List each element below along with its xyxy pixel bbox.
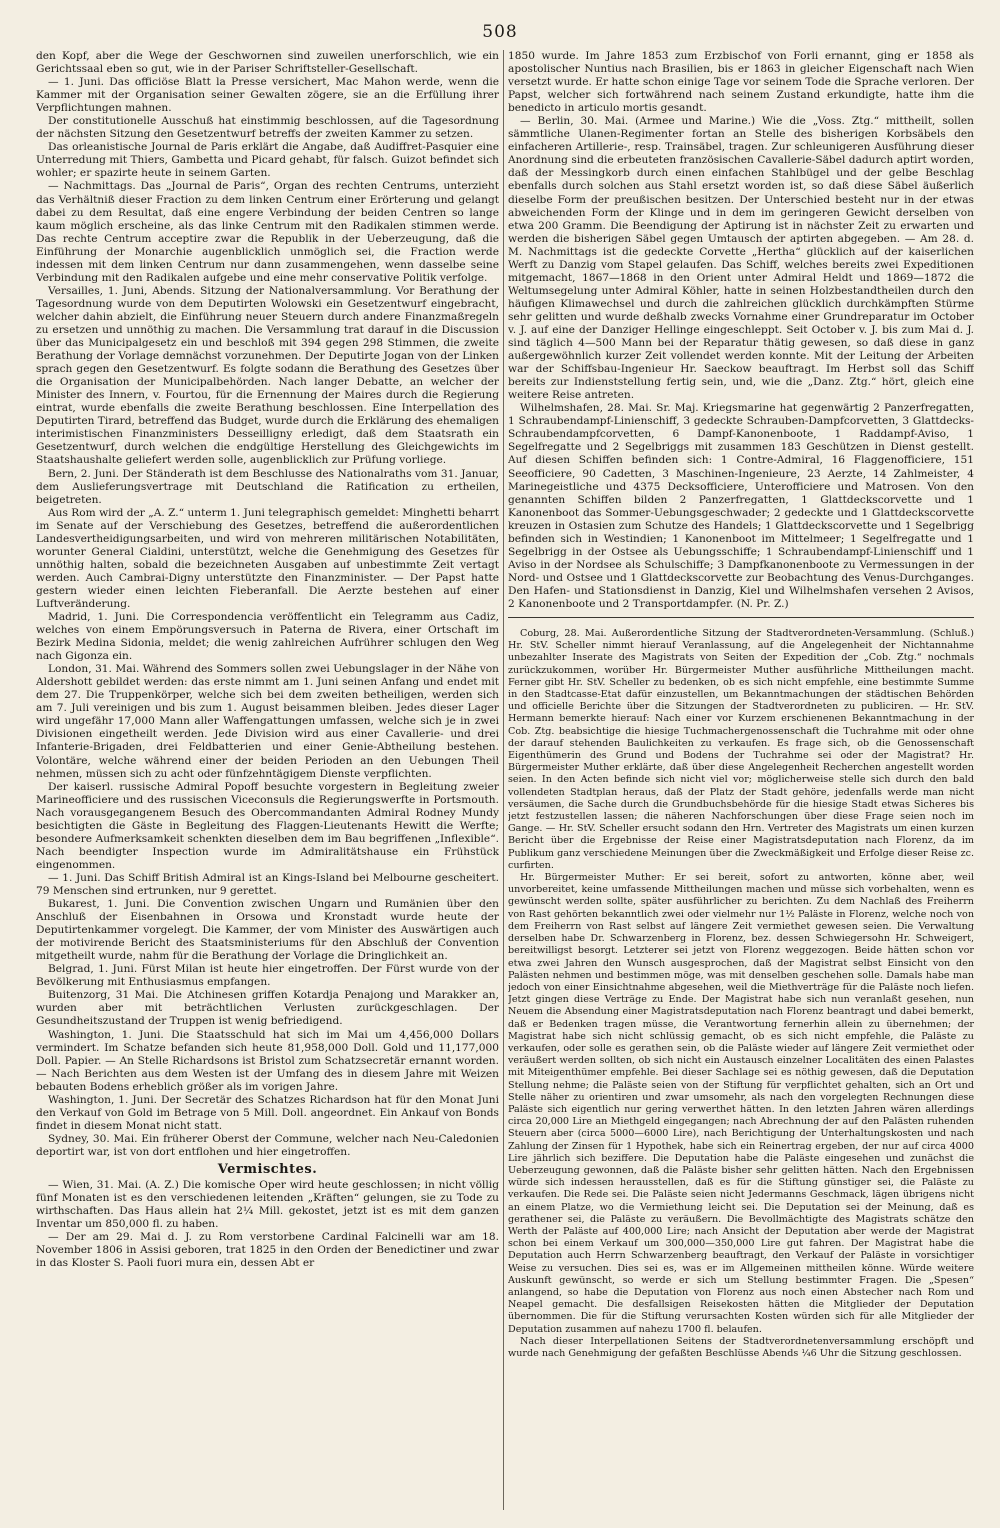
article-paragraph: Washington, 1. Juni. Die Staatsschuld hat sich im Mai um 4,456,000 Dollars vermindert. Im Schatze befanden sich heute 81,958,000 Doll. Gold und 11,177,000 Doll. Papier. — An Stelle Richardsons ist Bristol zum Schatzsecretär ernannt worden. — Nach Berichten aus dem Westen ist der Umfang des in diesem Jahre mit Weizen bebauten Bodens erheblich größer als im vorigen Jahre. bbox=[36, 1028, 499, 1093]
section-heading: Vermischtes. bbox=[217, 1161, 318, 1177]
article-paragraph: Das orleanistische Journal de Paris erklärt die Angabe, daß Audiffret-Pasquier eine Unterredung mit Thiers, Gambetta und Picard gehabt, für falsch. Guizot befindet sich wohler; er spazirte heute in seinem Garten. bbox=[36, 141, 499, 180]
left-column bbox=[36, 50, 499, 1510]
page-number: 508 bbox=[482, 22, 518, 42]
article-paragraph: — Der am 29. Mai d. J. zu Rom verstorbene Cardinal Falcinelli war am 18. November 1806 in Assisi geboren, trat 1825 in den Orden der Benedictiner und zwar in das Kloster S. Paoli fuori mura ein, dessen Abt er bbox=[36, 1231, 499, 1270]
article-paragraph: Der constitutionelle Ausschuß hat einstimmig beschlossen, auf die Tagesordnung der nächsten Sitzung den Gesetzentwurf betreffs der zweiten Kammer zu setzen. bbox=[36, 115, 499, 141]
article-paragraph: Washington, 1. Juni. Der Secretär des Schatzes Richardson hat für den Monat Juni den Verkauf von Gold im Betrage von 5 Mill. Doll. angeordnet. Ein Ankauf von Bonds findet in diesem Monat nicht statt. bbox=[36, 1093, 499, 1132]
article-paragraph: — Nachmittags. Das „Journal de Paris“, Organ des rechten Centrums, unterzieht das Verhältniß dieser Fraction zu dem linken Centrum einer Erörterung und gelangt dabei zu dem Resultat, daß eine engere Verbindung der beiden Centren so lange kaum möglich erscheine, als das linke Centrum mit den Radikalen stimmen werde. Das rechte Centrum acceptire zwar die Republik in der Ueberzeugung, daß die Einführung der Monarchie augenblicklich unmöglich sei, die Fraction werde indessen mit dem linken Centrum nur dann zusammengehen, wenn dasselbe seine Verbindung mit den Radikalen aufgebe und eine mehr conservative Politik verfolge. bbox=[36, 180, 499, 284]
article-paragraph: — Berlin, 30. Mai. (Armee und Marine.) Wie die „Voss. Ztg.“ mittheilt, sollen sämmtliche Ulanen-Regimenter fortan an Stelle des bisherigen Korbsäbels den einfacheren Artillerie-, resp. Trainsäbel, tragen. Zur schleunigeren Ausführung dieser Anordnung sind die erbeuteten französischen Cavallerie-Säbel dadurch aptirt worden, daß der Messingkorb durch einen einfachen Stahlbügel und der gelbe Beschlag ebenfalls durch solchen aus Stahl ersetzt worden ist, so daß diese Säbel äußerlich dieselbe Form der preußischen besitzen. Der Unterschied besteht nur in der etwas abweichenden Form der Klinge und in dem im geringeren Gewicht derselben von etwa 200 Gramm. Die Beendigung der Aptirung ist in nächster Zeit zu erwarten und werden die bisherigen Säbel gegen Umtausch der aptirten abgegeben. — Am 28. d. M. Nachmittags ist die gedeckte Corvette „Hertha“ glücklich auf der kaiserlichen Werft zu Danzig vom Stapel gelaufen. Das Schiff, welches bereits zwei Expeditionen mitgemacht, 1867—1868 in den Orient unter Admiral Heldt und 1869—1872 die Weltumsegelung unter Admiral Köhler, hatte in seinen Holzbestandtheilen durch den häufigen Klimawechsel und durch die zahlreichen glücklich durchkämpften Stürme sehr gelitten und wurde deßhalb zwecks Vornahme einer Grundreparatur im October v. J. auf eine der Danziger Hellinge eingeschleppt. Seit October v. J. bis zum Mai d. J. sind täglich 4—500 Mann bei der Reparatur thätig gewesen, so daß diese in ganz außergewöhnlich kurzer Zeit vollendet werden konnte. Mit der Leitung der Arbeiten war der Schiffsbau-Ingenieur Hr. Saeckow beauftragt. Im Herbst soll das Schiff bereits zur Indienststellung fertig sein, und, wie die „Danz. Ztg.“ hört, gleich eine weitere Reise antreten. bbox=[508, 115, 974, 402]
article-paragraph: — Wien, 31. Mai. (A. Z.) Die komische Oper wird heute geschlossen; in nicht völlig fünf Monaten ist es den verschiedenen leitenden „Kräften“ gelungen, sie zu Tode zu wirthschaften. Das Haus allein hat 2¼ Mill. gekostet, jetzt ist es mit dem ganzen Inventar um 850,000 fl. zu haben. bbox=[36, 1179, 499, 1231]
article-paragraph: 1850 wurde. Im Jahre 1853 zum Erzbischof von Forli ernannt, ging er 1858 als apostolischer Nuntius nach Brasilien, bis er 1863 in gleicher Eigenschaft nach Wien versetzt wurde. Er hatte schon einige Tage vor seinem Tode die Sprache verloren. Der Papst, welcher sich fortwährend nach seinem Zustand erkundigte, hatte ihm die benedicto in articulo mortis gesandt. bbox=[508, 50, 974, 115]
article-paragraph: Hr. Bürgermeister Muther: Er sei bereit, sofort zu antworten, könne aber, weil unvorbereitet, keine umfassende Mittheilungen machen und müsse sich vorbehalten, wenn es gewünscht werden sollte, später ausführlicher zu berichten. Zu dem Nachlaß des Freiherrn von Rast gehörten bekanntlich zwei oder vielmehr nur 1½ Paläste in Florenz, welche noch von dem Freiherrn von Rast selbst auf längere Zeit vermiethet gewesen seien. Die Verwaltung derselben habe Dr. Schwarzenberg in Florenz, bez. dessen Schwiegersohn Hr. Schweigert, bereitwilligst besorgt. Letzterer sei jetzt von Florenz weggezogen. Beide hätten schon vor etwa zwei Jahren den Wunsch ausgesprochen, daß der Magistrat selbst Einsicht von den Palästen nehmen und bestimmen möge, was mit denselben geschehen solle. Damals habe man jedoch von einer Einsichtnahme abgesehen, weil die Miethverträge für die Paläste noch liefen. Jetzt gingen diese Verträge zu Ende. Der Magistrat habe sich nun veranlaßt gesehen, nun Neuem die Absendung einer Magistratsdeputation nach Florenz beantragt und dabei bemerkt, daß er Bedenken tragen müsse, die Verantwortung fernerhin allein zu übernehmen; der Magistrat habe sich nicht schlüssig gemacht, ob es sich nicht empfehle, die Paläste zu verkaufen, oder solle es gerathen sein, ob die Paläste wieder auf längere Zeit vermiethet oder veräußert werden sollten, ob sich nicht ein Austausch einzelner Localitäten des einen Palastes mit Miteigenthümer empfehle. Bei dieser Sachlage sei es nöthig gewesen, daß die Deputation Stellung nehme; die Paläste seien von der Stiftung für verpflichtet gehalten, sich an Ort und Stelle näher zu orientiren und zwar umsomehr, als nach den vorgelegten Rechnungen diese Paläste sich eigentlich nur gering verwerthet hätten. In den letzten Jahren wären allerdings circa 20,000 Lire an Miethgeld eingegangen; nach Abrechnung der auf den Palästen ruhenden Steuern aber (circa 5000—6000 Lire), nach Berichtigung der Unterhaltungskosten und nach Zahlung der Zinsen für 1 Hypothek, habe sich ein Reinertrag ergeben, der nur auf circa 4000 Lire jährlich sich beziffere. Die Deputation habe die Paläste eingesehen und zunächst die Ueberzeugung gewonnen, daß die Paläste bisher sehr gelitten hätten. Nach den Ergebnissen würde sich indessen herausstellen, daß es für die Stiftung günstiger sei, die Paläste zu verkaufen. Die Rede sei. Die Paläste seien nicht Jedermanns Geschmack, lägen übrigens nicht an einem Platze, wo die Vermiethung leicht sei. Die Deputation sei der Meinung, daß es gerathener sei, die Paläste zu veräußern. Die Bevollmächtigte des Magistrats schätze den Werth der Paläste auf 400,000 Lire; nach Ansicht der Deputation aber werde der Magistrat schon bei einem Verkauf um 300,000—350,000 Lire gut fahren. Der Magistrat habe die Deputation auch Herrn Schwarzenberg beauftragt, den Verkauf der Paläste in vorsichtiger Weise zu versuchen. Dies sei es, was er im Allgemeinen mittheilen könne. Würde weitere Auskunft gewünscht, so werde er sich um Stellung bestimmter Fragen. Die „Spesen“ anlangend, so habe die Deputation von Florenz aus noch einen Abstecher nach Rom und Neapel gemacht. Die desfallsigen Reisekosten hätten die Mitglieder der Deputation übernommen. Die für die Stiftung verursachten Kosten würden sich für alle Mitglieder der Deputation zusammen auf nahezu 1700 fl. belaufen. bbox=[508, 872, 974, 1335]
coburg-report bbox=[508, 628, 974, 1360]
right-column bbox=[508, 50, 974, 1510]
article-paragraph: Nach dieser Interpellationen Seitens der Stadtverordnetenversammlung erschöpft und wurde nach Genehmigung der gefaßten Beschlüsse Abends ¼6 Uhr die Sitzung geschlossen. bbox=[508, 1335, 974, 1359]
article-paragraph: Der kaiserl. russische Admiral Popoff besuchte vorgestern in Begleitung zweier Marineofficiere und des russischen Viceconsuls die Regierungswerfte in Portsmouth. Nach vorausgegangenem Besuch des Obercommandanten Admiral Rodney Mundy besichtigten die Gäste in Begleitung des Flaggen-Lieutenants Hewitt die Werfte; besondere Aufmerksamkeit schenkten dieselben dem im Bau begriffenen „Inflexible“. Nach beendigter Inspection wurde im Admiralitätshause ein Frühstück eingenommen. bbox=[36, 780, 499, 871]
article-paragraph: Madrid, 1. Juni. Die Correspondencia veröffentlicht ein Telegramm aus Cadiz, welches von einem Empörungsversuch in Paterna de Rivera, einer Ortschaft im Bezirk Medina Sidonia, meldet; die wenig zahlreichen Aufrührer schlugen den Weg nach Gigonza ein. bbox=[36, 611, 499, 663]
column-divider bbox=[503, 50, 504, 1510]
article-paragraph: Bern, 2. Juni. Der Ständerath ist dem Beschlusse des Nationalraths vom 31. Januar, dem Auslieferungsvertrage mit Deutschland die Ratification zu ertheilen, beigetreten. bbox=[36, 467, 499, 506]
article-paragraph: — 1. Juni. Das Schiff British Admiral ist an Kings-Island bei Melbourne gescheitert. 79 Menschen sind ertrunken, nur 9 gerettet. bbox=[36, 871, 499, 897]
section-rule bbox=[508, 617, 974, 618]
article-paragraph: London, 31. Mai. Während des Sommers sollen zwei Uebungslager in der Nähe von Aldershott gebildet werden: das erste nimmt am 1. Juni seinen Anfang und endet mit dem 27. Die Truppenkörper, welche sich bei dem zweiten betheiligen, werden sich am 7. Juli vereinigen und bis zum 1. August beisammen bleiben. Jedes dieser Lager wird ungefähr 17,000 Mann aller Waffengattungen umfassen, welche sich je in zwei Divisionen eingetheilt werden. Jede Division wird aus einer Cavallerie- und drei Infanterie-Brigaden, drei Feldbatterien und einer Genie-Abtheilung bestehen. Volontäre, welche während einer der beiden Perioden an den Uebungen Theil nehmen, müssen sich zu acht oder fünfzehntägigem Dienste verpflichten. bbox=[36, 663, 499, 780]
article-paragraph: Sydney, 30. Mai. Ein früherer Oberst der Commune, welcher nach Neu-Caledonien deportirt war, ist von dort entflohen und hier eingetroffen. bbox=[36, 1132, 499, 1158]
article-paragraph: Buitenzorg, 31 Mai. Die Atchinesen griffen Kotardja Penajong und Marakker an, wurden aber mit beträchtlichen Verlusten zurückgeschlagen. Der Gesundheitszustand der Truppen ist wenig befriedigend. bbox=[36, 989, 499, 1028]
article-paragraph: Belgrad, 1. Juni. Fürst Milan ist heute hier eingetroffen. Der Fürst wurde von der Bevölkerung mit Enthusiasmus empfangen. bbox=[36, 963, 499, 989]
article-paragraph: — 1. Juni. Das officiöse Blatt la Presse versichert, Mac Mahon werde, wenn die Kammer mit der Organisation seiner Gewalten zögere, sie an die Erfüllung ihrer Verpflichtungen mahnen. bbox=[36, 76, 499, 115]
article-paragraph: Wilhelmshafen, 28. Mai. Sr. Maj. Kriegsmarine hat gegenwärtig 2 Panzerfregatten, 1 Schraubendampf-Linienschiff, 3 gedeckte Schrauben-Dampfcorvetten, 3 Glattdecks-Schraubendampfcorvetten, 6 Dampf-Kanonenboote, 1 Raddampf-Aviso, 1 Segelfregatte und 2 Segelbriggs mit zusammen 183 Geschützen in Dienst gestellt. Auf diesen Schiffen befinden sich: 1 Contre-Admiral, 16 Flaggenofficiere, 151 Seeofficiere, 90 Cadetten, 3 Maschinen-Ingenieure, 23 Aerzte, 14 Zahlmeister, 4 Marinegeistliche und 4375 Decksofficiere, Unterofficiere und Matrosen. Von den genannten Schiffen bilden 2 Panzerfregatten, 1 Glattdeckscorvette und 1 Kanonenboot das Sommer-Uebungsgeschwader; 2 gedeckte und 1 Glattdeckscorvette kreuzen in Ostasien zum Schutze des Handels; 1 Glattdeckscorvette und 1 Segelbrigg befinden sich in Westindien; 1 Kanonenboot im Mittelmeer; 1 Segelfregatte und 1 Segelbrigg in der Ostsee als Uebungsschiffe; 1 Schraubendampf-Linienschiff und 1 Aviso in der Nordsee als Schulschiffe; 3 Dampfkanonenboote zu Vermessungen in der Nord- und Ostsee und 1 Glattdeckscorvette zur Beobachtung des Venus-Durchganges. Den Hafen- und Stationsdienst in Danzig, Kiel und Wilhelmshafen versehen 2 Avisos, 2 Kanonenboote und 2 Transportdampfer. (N. Pr. Z.) bbox=[508, 402, 974, 610]
article-paragraph: Bukarest, 1. Juni. Die Convention zwischen Ungarn und Rumänien über den Anschluß der Eisenbahnen in Orsowa und Kronstadt wurde heute der Deputirtenkammer vorgelegt. Die Kammer, der vom Minister des Auswärtigen auch der motivirende Bericht des Staatsministeriums für den Abschluß der Convention mitgetheilt wurde, nahm für die Berathung der Vorlage die Dringlichkeit an. bbox=[36, 898, 499, 963]
article-paragraph: Coburg, 28. Mai. Außerordentliche Sitzung der Stadtverordneten-Versammlung. (Schluß.) Hr. StV. Scheller nimmt hierauf Veranlassung, auf die Angelegenheit der Nichtannahme unbezahlter Inserate des Magistrats von Seiten der Expedition der „Cob. Ztg.“ nochmals zurückzukommen, worüber Hr. Bürgermeister Muther ausführliche Mittheilungen macht. Ferner gibt Hr. StV. Scheller zu bedenken, ob es sich nicht empfehle, eine bestimmte Summe in den Stadtcasse-Etat dafür einzustellen, um Bekanntmachungen der städtischen Behörden und officielle Berichte über die Sitzungen der Stadtverordneten zu publiciren. — Hr. StV. Hermann bemerkte hierauf: Nach einer vor Kurzem erschienenen Bekanntmachung in der Cob. Ztg. beabsichtige die hiesige Tuchmachergenossenschaft die Tuchrahme mit oder ohne der darauf stehenden Baulichkeiten zu verkaufen. Es frage sich, ob die Genossenschaft Eigenthümerin des Grund und Bodens der Tuchrahme sei oder der Magistrat? Hr. Bürgermeister Muther erklärte, daß über diese Angelegenheit Recherchen angestellt worden seien. In den Acten befinde sich nicht viel vor; möglicherweise stelle sich durch den bald vollendeten Stadtplan heraus, daß der Platz der Stadt gehöre, jedenfalls werde man nicht versäumen, die Sache durch die Grundbuchsbehörde für die hiesige Stadt etwas Sicheres bis jetzt festzustellen lassen; die näheren Nachforschungen über diese Frage seien noch im Gange. — Hr. StV. Scheller ersucht sodann den Hrn. Vertreter des Magistrats um einen kurzen Bericht über die Ergebnisse der Reise einer Magistratsdeputation nach Florenz, da im Publikum ganz verschiedene Meinungen über die Zweckmäßigkeit und Erfolge dieser Reise zc. curfirten. bbox=[508, 628, 974, 871]
article-paragraph: Versailles, 1. Juni, Abends. Sitzung der Nationalversammlung. Vor Berathung der Tagesordnung wurde von dem Deputirten Wolowski ein Gesetzentwurf eingebracht, welcher dahin abzielt, die Einführung neuer Steuern durch andere Finanzmaßregeln zu ersetzen und unnöthig zu machen. Die Versammlung trat darauf in die Discussion über das Municipalgesetz ein und beschloß mit 394 gegen 298 Stimmen, die zweite Berathung der Vorlage demnächst vorzunehmen. Der Deputirte Jogan von der Linken sprach gegen den Gesetzentwurf. Es folgte sodann die Berathung des Gesetzes über die Organisation der Municipalbehörden. Nach langer Debatte, an welcher der Minister des Innern, v. Fourtou, für die Ernennung der Maires durch die Regierung eintrat, wurde ebenfalls die zweite Berathung beschlossen. Eine Interpellation des Deputirten Tirard, betreffend das Budget, wurde durch die Erklärung des ehemaligen interimistischen Finanzministers Desseilligny erledigt, daß dem Staatsrath ein Gesetzentwurf, durch welchen die endgültige Herstellung des Gleichgewichts im Staatshaushalte geliefert werden solle, augenblicklich zur Prüfung vorliege. bbox=[36, 284, 499, 467]
article-paragraph: Aus Rom wird der „A. Z.“ unterm 1. Juni telegraphisch gemeldet: Minghetti beharrt im Senate auf der Verschiebung des Gesetzes, betreffend die außerordentlichen Landesvertheidigungsarbeiten, und wird von mehreren militärischen Notabilitäten, worunter General Cialdini, unterstützt, welche die Genehmigung des Gesetzes für unnöthig halten, sobald die bezeichneten Ausgaben auf unbestimmte Zeit vertagt werden. Auch Cambrai-Digny unterstützte den Finanzminister. — Der Papst hatte gestern wieder einen leichten Fieberanfall. Die Aerzte bestehen auf einer Luftveränderung. bbox=[36, 506, 499, 610]
article-paragraph: den Kopf, aber die Wege der Geschwornen sind zuweilen unerforschlich, wie ein Gerichtssaal eben so gut, wie in der Pariser Schriftsteller-Gesellschaft. bbox=[36, 50, 499, 76]
